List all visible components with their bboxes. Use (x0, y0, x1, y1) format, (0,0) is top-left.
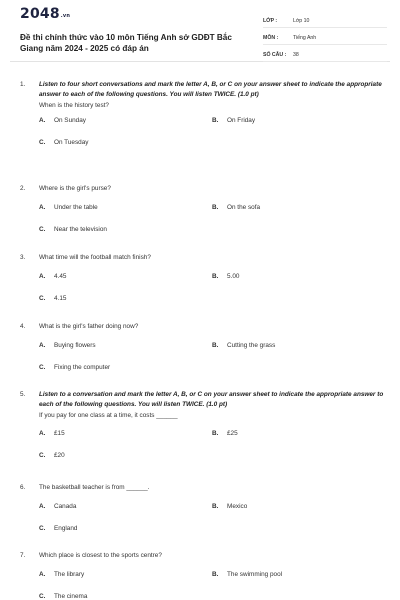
option-letter: A. (39, 204, 46, 212)
option-a[interactable] (39, 117, 86, 124)
option-text: On the sofa (227, 204, 261, 212)
option-text: £25 (227, 430, 238, 438)
logo-tld: .vn (60, 13, 71, 19)
option-letter: C. (39, 139, 46, 147)
option-letter: B. (212, 342, 219, 350)
option-c[interactable] (39, 226, 107, 233)
option-letter: B. (212, 503, 219, 511)
option-letter: A. (39, 117, 46, 125)
site-logo[interactable] (20, 6, 70, 22)
meta-label: LỚP : (263, 17, 278, 24)
logo-text: 2048 (20, 6, 60, 22)
option-c[interactable] (39, 525, 77, 532)
meta-value: Lớp 10 (293, 17, 310, 24)
question-6 (20, 483, 384, 533)
option-b[interactable] (212, 430, 238, 437)
option-letter: C. (39, 525, 46, 533)
option-letter: C. (39, 593, 46, 600)
question-number: 7. (20, 552, 26, 559)
question-stem: What time will the football match finish? (39, 254, 151, 261)
question-stem: The basketball teacher is from ______. (39, 484, 150, 491)
option-letter: C. (39, 226, 46, 234)
option-b[interactable] (212, 571, 282, 578)
option-letter: B. (212, 117, 219, 125)
option-letter: A. (39, 342, 46, 350)
question-5 (20, 390, 384, 460)
option-letter: B. (212, 204, 219, 212)
option-text: 4.45 (54, 273, 67, 281)
option-a[interactable] (39, 503, 76, 510)
option-text: £15 (54, 430, 65, 438)
question-number: 3. (20, 254, 26, 261)
option-text: 5.00 (227, 273, 240, 281)
option-text: Canada (54, 503, 77, 511)
option-text: Under the table (54, 204, 98, 212)
question-stem: When is the history test? (39, 101, 109, 109)
option-b[interactable] (212, 342, 275, 349)
option-text: On Friday (227, 117, 256, 125)
meta-value: 38 (293, 51, 299, 58)
meta-label: SỐ CÂU : (263, 51, 287, 58)
option-c[interactable] (39, 139, 88, 146)
section-instruction: Listen to four short conversations and mark the letter A, B, or C on your answer sheet to indicate the appropriate answer to each of the following questions. You will listen TWICE. (1.0 pt) (39, 81, 382, 99)
option-letter: A. (39, 273, 46, 281)
question-number: 4. (20, 323, 26, 330)
option-letter: B. (212, 430, 219, 438)
question-number: 5. (20, 391, 26, 398)
option-text: The cinema (54, 593, 88, 600)
option-text: The swimming pool (227, 571, 283, 579)
option-b[interactable] (212, 273, 239, 280)
question-stem: Which place is closest to the sports centre? (39, 552, 162, 559)
option-letter: C. (39, 295, 46, 303)
option-text: £20 (54, 452, 65, 460)
option-letter: C. (39, 364, 46, 372)
question-7 (20, 551, 384, 600)
option-text: The library (54, 571, 85, 579)
meta-value: Tiếng Anh (293, 34, 317, 41)
meta-row-class (263, 14, 387, 28)
question-stem: What is the girl's father doing now? (39, 323, 139, 330)
question-4 (20, 322, 384, 372)
option-text: Fixing the computer (54, 364, 111, 372)
meta-label: MÔN : (263, 34, 279, 41)
option-text: Mexico (227, 503, 248, 511)
option-b[interactable] (212, 503, 247, 510)
option-text: Near the television (54, 226, 107, 234)
option-text: 4.15 (54, 295, 67, 303)
option-letter: A. (39, 571, 46, 579)
option-letter: A. (39, 430, 46, 438)
option-text: England (54, 525, 78, 533)
question-stem: If you pay for one class at a time, it costs ______ (39, 411, 178, 419)
section-instruction: Listen to a conversation and mark the letter A, B, or C on your answer sheet to indicate the appropriate answer to each of the following questions. You will listen TWICE. (1.0 pt) (39, 391, 384, 409)
option-a[interactable] (39, 342, 96, 349)
question-2 (20, 184, 384, 234)
option-b[interactable] (212, 204, 260, 211)
option-a[interactable] (39, 204, 98, 211)
option-c[interactable] (39, 593, 87, 600)
option-letter: C. (39, 452, 46, 460)
option-c[interactable] (39, 364, 110, 371)
option-a[interactable] (39, 273, 66, 280)
option-a[interactable] (39, 571, 84, 578)
page-header (10, 0, 390, 62)
meta-row-subject (263, 31, 387, 45)
meta-row-count (263, 48, 387, 62)
option-a[interactable] (39, 430, 65, 437)
option-text: Buying flowers (54, 342, 96, 350)
page-title: Đề thi chính thức vào 10 môn Tiếng Anh sở GDĐT Bắc Giang năm 2024 - 2025 có đáp án (20, 33, 232, 53)
option-letter: B. (212, 273, 219, 281)
question-number: 1. (20, 81, 26, 88)
option-c[interactable] (39, 452, 65, 459)
option-letter: A. (39, 503, 46, 511)
option-c[interactable] (39, 295, 66, 302)
option-text: Cutting the grass (227, 342, 276, 350)
option-text: On Sunday (54, 117, 86, 125)
question-number: 6. (20, 484, 26, 491)
question-3 (20, 253, 384, 303)
exam-meta (263, 14, 387, 65)
option-text: On Tuesday (54, 139, 89, 147)
option-letter: B. (212, 571, 219, 579)
option-b[interactable] (212, 117, 255, 124)
question-number: 2. (20, 185, 26, 192)
question-1 (20, 80, 384, 147)
question-stem: Where is the girl's purse? (39, 185, 111, 192)
